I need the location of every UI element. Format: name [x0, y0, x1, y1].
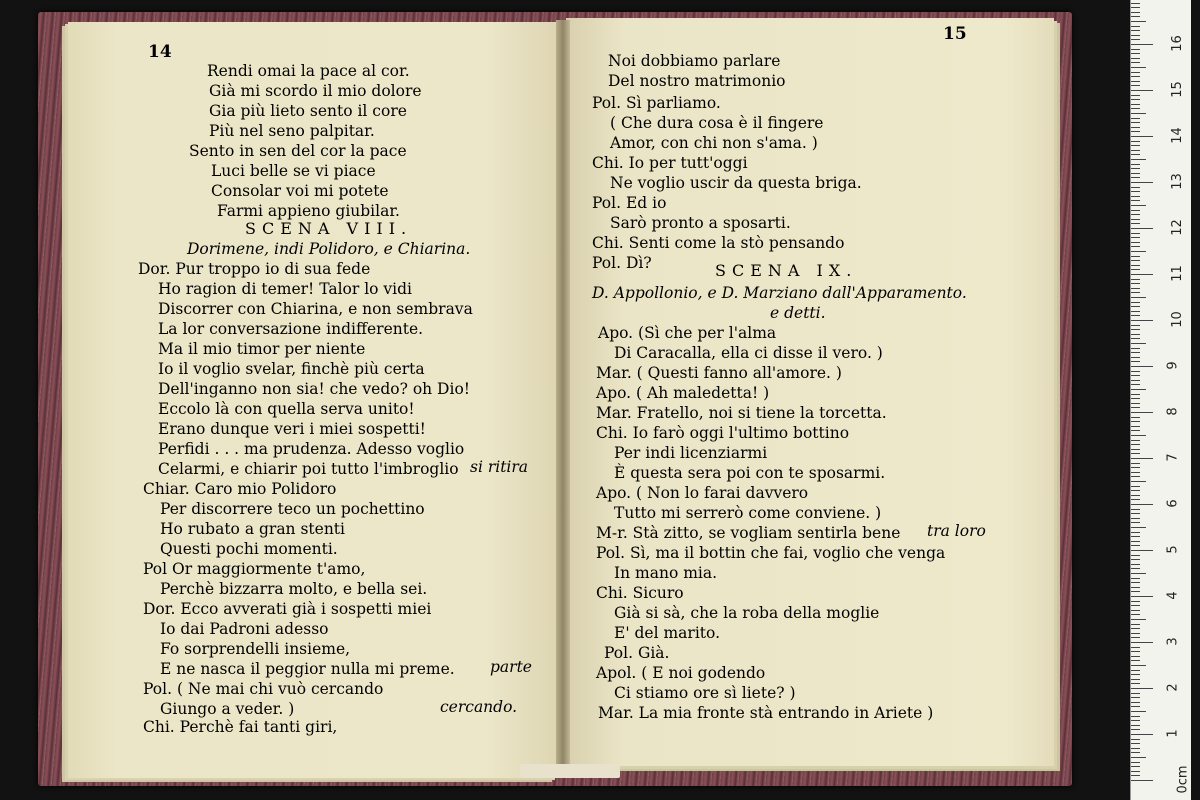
- text-line: Mar. ( Questi fanno all'amore. ): [596, 364, 842, 382]
- ruler-tick: [1131, 587, 1140, 588]
- ruler-tick: [1131, 545, 1140, 546]
- ruler-tick: [1131, 499, 1140, 500]
- ruler-tick: [1131, 122, 1140, 123]
- ruler-tick: [1131, 265, 1140, 266]
- text-line: Consolar voi mi potete: [211, 182, 389, 200]
- ruler-tick: [1131, 550, 1153, 551]
- text-line: SCENA IX.: [715, 261, 858, 280]
- ruler-label: 8: [1165, 407, 1181, 416]
- ruler-tick: [1131, 288, 1140, 289]
- right-page-number: 15: [943, 24, 967, 44]
- text-line: Amor, con chi non s'ama. ): [610, 134, 818, 152]
- ruler-tick: [1131, 72, 1140, 73]
- ruler-tick: [1131, 329, 1140, 330]
- ruler-label: 3: [1165, 637, 1181, 646]
- ruler-tick: [1131, 35, 1140, 36]
- ruler-label: 10: [1169, 311, 1185, 328]
- ruler-tick: [1131, 297, 1146, 298]
- ruler-tick: [1131, 76, 1140, 77]
- ruler-tick: [1131, 251, 1146, 252]
- ruler-tick: [1131, 159, 1146, 160]
- ruler-tick: [1131, 380, 1140, 381]
- ruler-tick: [1131, 453, 1140, 454]
- ruler-tick: [1131, 674, 1140, 675]
- ruler-label: 12: [1169, 219, 1185, 236]
- text-line: Pol. ( Ne mai chi vuò cercando: [143, 680, 384, 698]
- text-line: Questi pochi momenti.: [160, 540, 338, 558]
- ruler-tick: [1131, 711, 1146, 712]
- ruler-tick: [1131, 237, 1140, 238]
- ruler-tick: [1131, 624, 1140, 625]
- text-line: Per indi licenziarmi: [614, 444, 768, 462]
- text-line: Eccolo là con quella serva unito!: [158, 400, 415, 418]
- ruler-tick: [1131, 200, 1140, 201]
- ruler-tick: [1131, 633, 1140, 634]
- ruler-tick: [1131, 62, 1140, 63]
- ruler-tick: [1131, 302, 1140, 303]
- ruler-tick: [1131, 131, 1140, 132]
- text-line: Dor. Ecco avverati già i sospetti miei: [143, 600, 432, 618]
- ruler-tick: [1131, 44, 1153, 45]
- ruler-tick: [1131, 522, 1140, 523]
- ruler-tick: [1131, 21, 1146, 22]
- ruler-tick: [1131, 256, 1140, 257]
- ruler-tick: [1131, 118, 1140, 119]
- ruler-tick: [1131, 141, 1140, 142]
- ruler-tick: [1131, 30, 1140, 31]
- ruler-tick: [1131, 771, 1140, 772]
- ruler-tick: [1131, 495, 1140, 496]
- ruler-tick: [1131, 490, 1140, 491]
- ruler-tick: [1131, 283, 1140, 284]
- ruler-tick: [1131, 504, 1153, 505]
- text-line: Dell'inganno non sia! che vedo? oh Dio!: [158, 380, 471, 398]
- text-line: Mar. La mia fronte stà entrando in Ariete ): [598, 704, 934, 722]
- ruler-tick: [1131, 357, 1140, 358]
- text-line: SCENA VIII.: [245, 219, 413, 238]
- ruler-label: 4: [1165, 591, 1181, 600]
- text-line: Apol. ( E noi godendo: [596, 664, 766, 682]
- ruler-tick: [1131, 509, 1140, 510]
- text-line: Luci belle se vi piace: [211, 162, 376, 180]
- text-line: Ho rubato a gran stenti: [160, 520, 345, 538]
- ruler-tick: [1131, 412, 1153, 413]
- ruler-tick: [1131, 246, 1140, 247]
- ruler-tick: [1131, 642, 1153, 643]
- ruler-tick: [1131, 279, 1140, 280]
- text-line: Noi dobbiamo parlare: [608, 52, 781, 70]
- ruler-tick: [1131, 637, 1140, 638]
- ruler-tick: [1131, 366, 1153, 367]
- ruler-tick: [1131, 578, 1140, 579]
- ruler-tick: [1131, 389, 1146, 390]
- ruler-tick: [1131, 720, 1140, 721]
- ruler-tick: [1131, 775, 1140, 776]
- ruler-tick: [1131, 49, 1140, 50]
- text-line: Ne voglio uscir da questa briga.: [610, 174, 862, 192]
- ruler-tick: [1131, 619, 1146, 620]
- ruler-tick: [1131, 614, 1140, 615]
- left-page-number: 14: [148, 42, 172, 62]
- ruler-tick: [1131, 306, 1140, 307]
- text-line: M-r. Stà zitto, se vogliam sentirla bene: [596, 524, 901, 542]
- ruler-tick: [1131, 371, 1140, 372]
- text-line: Ci stiamo ore sì liete? ): [614, 684, 796, 702]
- text-line: Perchè bizzarra molto, e bella sei.: [160, 580, 428, 598]
- text-line: E ne nasca il peggior nulla mi preme.: [160, 660, 455, 678]
- text-line: Pol. Già.: [604, 644, 670, 662]
- text-line: Io il voglio svelar, finchè più certa: [158, 360, 425, 378]
- text-line: In mano mia.: [614, 564, 718, 582]
- ruler-label: 7: [1165, 453, 1181, 462]
- ruler-tick: [1131, 688, 1153, 689]
- text-line: Pol. Dì?: [592, 254, 652, 272]
- ruler-tick: [1131, 39, 1140, 40]
- text-line: Discorrer con Chiarina, e non sembrava: [158, 300, 473, 318]
- ruler-tick: [1131, 136, 1153, 137]
- ruler-tick: [1131, 127, 1140, 128]
- ruler-tick: [1131, 518, 1140, 519]
- ruler-tick: [1131, 361, 1140, 362]
- text-line: Apo. ( Ah maledetta! ): [596, 384, 770, 402]
- ruler-tick: [1131, 260, 1140, 261]
- ruler-tick: [1131, 108, 1140, 109]
- ruler-tick: [1131, 311, 1140, 312]
- ruler-tick: [1131, 582, 1140, 583]
- ruler-tick: [1131, 628, 1140, 629]
- ruler-tick: [1131, 610, 1140, 611]
- measuring-ruler: [1130, 0, 1191, 800]
- ruler-tick: [1131, 734, 1153, 735]
- ruler-tick: [1131, 182, 1153, 183]
- ruler-tick: [1131, 729, 1140, 730]
- ruler-tick: [1131, 541, 1140, 542]
- ruler-tick: [1131, 352, 1140, 353]
- ruler-label: 2: [1165, 683, 1181, 692]
- ruler-tick: [1131, 16, 1140, 17]
- ruler-tick: [1131, 421, 1140, 422]
- text-line: È questa sera poi con te sposarmi.: [614, 464, 886, 482]
- ruler-label: 16: [1169, 35, 1185, 52]
- ruler-tick: [1131, 564, 1140, 565]
- text-line: Chi. Io farò oggi l'ultimo bottino: [596, 424, 850, 442]
- ruler-tick: [1131, 651, 1140, 652]
- ruler-tick: [1131, 394, 1140, 395]
- ruler-tick: [1131, 458, 1153, 459]
- text-line: parte: [490, 658, 532, 676]
- text-line: Chiar. Caro mio Polidoro: [143, 480, 337, 498]
- ruler-tick: [1131, 228, 1153, 229]
- ruler-tick: [1131, 95, 1140, 96]
- ruler-tick: [1131, 743, 1140, 744]
- ruler-tick: [1131, 320, 1153, 321]
- ruler-tick: [1131, 90, 1153, 91]
- text-line: Più nel seno palpitar.: [209, 122, 375, 140]
- text-line: Chi. Perchè fai tanti giri,: [143, 718, 338, 736]
- ruler-label: 6: [1165, 499, 1181, 508]
- ruler-tick: [1131, 205, 1146, 206]
- ruler-tick: [1131, 53, 1140, 54]
- ruler-tick: [1131, 26, 1140, 27]
- ruler-label: 5: [1165, 545, 1181, 554]
- ruler-label: 1: [1165, 729, 1181, 738]
- text-line: Chi. Sicuro: [596, 584, 684, 602]
- ruler-tick: [1131, 343, 1146, 344]
- ruler-tick: [1131, 210, 1140, 211]
- text-line: Ho ragion di temer! Talor lo vidi: [158, 280, 413, 298]
- text-line: Celarmi, e chiarir poi tutto l'imbroglio: [158, 460, 459, 478]
- ruler-tick: [1131, 223, 1140, 224]
- ruler-tick: [1131, 219, 1140, 220]
- ruler-tick: [1131, 375, 1140, 376]
- ruler-tick: [1131, 660, 1140, 661]
- ruler-tick: [1131, 596, 1153, 597]
- ruler-tick: [1131, 191, 1140, 192]
- book-gutter: [556, 20, 570, 774]
- text-line: Già si sà, che la roba della moglie: [614, 604, 880, 622]
- ruler-tick: [1131, 693, 1140, 694]
- ruler-tick: [1131, 269, 1140, 270]
- text-line: Chi. Io per tutt'oggi: [592, 154, 748, 172]
- ruler-tick: [1131, 164, 1140, 165]
- ruler-tick: [1131, 99, 1140, 100]
- ruler-tick: [1131, 555, 1140, 556]
- text-line: Pol. Sì, ma il bottin che fai, voglio che venga: [596, 544, 946, 562]
- text-line: Rendi omai la pace al cor.: [207, 62, 410, 80]
- text-line: E' del marito.: [614, 624, 721, 642]
- text-line: Apo. ( Non lo farai davvero: [596, 484, 809, 502]
- ruler-tick: [1131, 407, 1140, 408]
- text-line: Pol. Ed io: [592, 194, 667, 212]
- text-line: cercando.: [440, 698, 518, 716]
- ruler-tick: [1131, 104, 1140, 105]
- text-line: Ma il mio timor per niente: [158, 340, 366, 358]
- ruler-tick: [1131, 12, 1140, 13]
- ruler-tick: [1131, 591, 1140, 592]
- text-line: Mar. Fratello, noi si tiene la torcetta.: [596, 404, 887, 422]
- ruler-tick: [1131, 145, 1140, 146]
- ruler-tick: [1131, 435, 1146, 436]
- text-line: Dorimene, indi Polidoro, e Chiarina.: [187, 240, 471, 258]
- ruler-tick: [1131, 716, 1140, 717]
- ruler-tick: [1131, 325, 1140, 326]
- text-line: tra loro: [927, 522, 986, 540]
- ruler-tick: [1131, 532, 1140, 533]
- ruler-tick: [1131, 3, 1140, 4]
- text-line: Perfidi . . . ma prudenza. Adesso voglio: [158, 440, 465, 458]
- ruler-tick: [1131, 472, 1140, 473]
- text-line: Dor. Pur troppo io di sua fede: [138, 260, 371, 278]
- text-line: Pol. Sì parliamo.: [592, 94, 721, 112]
- ruler-tick: [1131, 67, 1146, 68]
- ruler-tick: [1131, 315, 1140, 316]
- ruler-label: 13: [1169, 173, 1185, 190]
- text-line: Gia più lieto sento il core: [209, 102, 407, 120]
- ruler-tick: [1131, 697, 1140, 698]
- ruler-label: 9: [1165, 361, 1181, 370]
- ruler-tick: [1131, 417, 1140, 418]
- text-line: Tutto mi serrerò come conviene. ): [614, 504, 882, 522]
- ruler-tick: [1131, 214, 1140, 215]
- ruler-tick: [1131, 338, 1140, 339]
- text-line: Pol Or maggiormente t'amo,: [143, 560, 366, 578]
- ruler-tick: [1131, 481, 1146, 482]
- ruler-tick: [1131, 573, 1146, 574]
- ruler-tick: [1131, 403, 1140, 404]
- ruler-tick: [1131, 752, 1140, 753]
- text-line: Apo. (Sì che per l'alma: [598, 324, 777, 342]
- text-line: Farmi appieno giubilar.: [217, 202, 400, 220]
- ruler-tick: [1131, 440, 1140, 441]
- ruler-tick: [1131, 559, 1140, 560]
- ruler-tick: [1131, 173, 1140, 174]
- text-line: Sarò pronto a sposarti.: [610, 214, 791, 232]
- ruler-tick: [1131, 81, 1140, 82]
- ruler-tick: [1131, 292, 1140, 293]
- ruler-tick: [1131, 536, 1140, 537]
- ruler-tick: [1131, 430, 1140, 431]
- ruler-tick: [1131, 670, 1140, 671]
- ruler-tick: [1131, 762, 1140, 763]
- ruler-tick: [1131, 748, 1140, 749]
- ruler-tick: [1131, 168, 1140, 169]
- ruler-tick: [1131, 702, 1140, 703]
- ruler-tick: [1131, 605, 1140, 606]
- ruler-tick: [1131, 706, 1140, 707]
- text-line: Per discorrere teco un pochettino: [160, 500, 425, 518]
- ruler-tick: [1131, 656, 1140, 657]
- ruler-tick: [1131, 757, 1146, 758]
- ruler-tick: [1131, 766, 1140, 767]
- text-line: La lor conversazione indifferente.: [158, 320, 424, 338]
- ruler-tick: [1131, 527, 1146, 528]
- ruler-tick: [1131, 683, 1140, 684]
- text-line: Erano dunque veri i miei sospetti!: [158, 420, 426, 438]
- text-line: Già mi scordo il mio dolore: [209, 82, 422, 100]
- ruler-tick: [1131, 679, 1140, 680]
- ruler-tick: [1131, 444, 1140, 445]
- text-line: Di Caracalla, ella ci disse il vero. ): [614, 344, 883, 362]
- ruler-tick: [1131, 513, 1140, 514]
- ruler-tick: [1131, 7, 1140, 8]
- ruler-tick: [1131, 177, 1140, 178]
- ruler-tick: [1131, 398, 1140, 399]
- ruler-label: 0cm: [1175, 765, 1191, 794]
- ruler-tick: [1131, 242, 1140, 243]
- ruler-tick: [1131, 568, 1140, 569]
- ruler-label: 14: [1169, 127, 1185, 144]
- text-line: Fo sorprendelli insieme,: [160, 640, 351, 658]
- ruler-tick: [1131, 449, 1140, 450]
- ruler-label: 15: [1169, 81, 1185, 98]
- ruler-tick: [1131, 486, 1140, 487]
- text-line: Del nostro matrimonio: [608, 72, 786, 90]
- ruler-tick: [1131, 725, 1140, 726]
- ruler-tick: [1131, 113, 1146, 114]
- text-line: Sento in sen del cor la pace: [189, 142, 407, 160]
- ruler-tick: [1131, 154, 1140, 155]
- ruler-tick: [1131, 348, 1140, 349]
- text-line: si ritira: [470, 458, 529, 476]
- ruler-tick: [1131, 739, 1140, 740]
- spine-bottom: [520, 764, 620, 778]
- ruler-tick: [1131, 463, 1140, 464]
- ruler-tick: [1131, 467, 1140, 468]
- text-line: D. Appollonio, e D. Marziano dall'Apparamento.: [592, 284, 967, 302]
- text-line: ( Che dura cosa è il fingere: [610, 114, 824, 132]
- ruler-tick: [1131, 334, 1140, 335]
- ruler-tick: [1131, 196, 1140, 197]
- text-line: e detti.: [770, 304, 826, 322]
- ruler-tick: [1131, 187, 1140, 188]
- text-line: Giungo a veder. ): [160, 700, 295, 718]
- ruler-tick: [1131, 476, 1140, 477]
- ruler-label: 11: [1169, 265, 1185, 282]
- ruler-tick: [1131, 233, 1140, 234]
- ruler-tick: [1131, 601, 1140, 602]
- ruler-tick: [1131, 780, 1153, 781]
- ruler-tick: [1131, 58, 1140, 59]
- ruler-tick: [1131, 384, 1140, 385]
- ruler-tick: [1131, 665, 1146, 666]
- ruler-tick: [1131, 150, 1140, 151]
- ruler-tick: [1131, 85, 1140, 86]
- text-line: Io dai Padroni adesso: [160, 620, 329, 638]
- ruler-tick: [1131, 426, 1140, 427]
- ruler-tick: [1131, 274, 1153, 275]
- ruler-tick: [1131, 647, 1140, 648]
- text-line: Chi. Senti come la stò pensando: [592, 234, 845, 252]
